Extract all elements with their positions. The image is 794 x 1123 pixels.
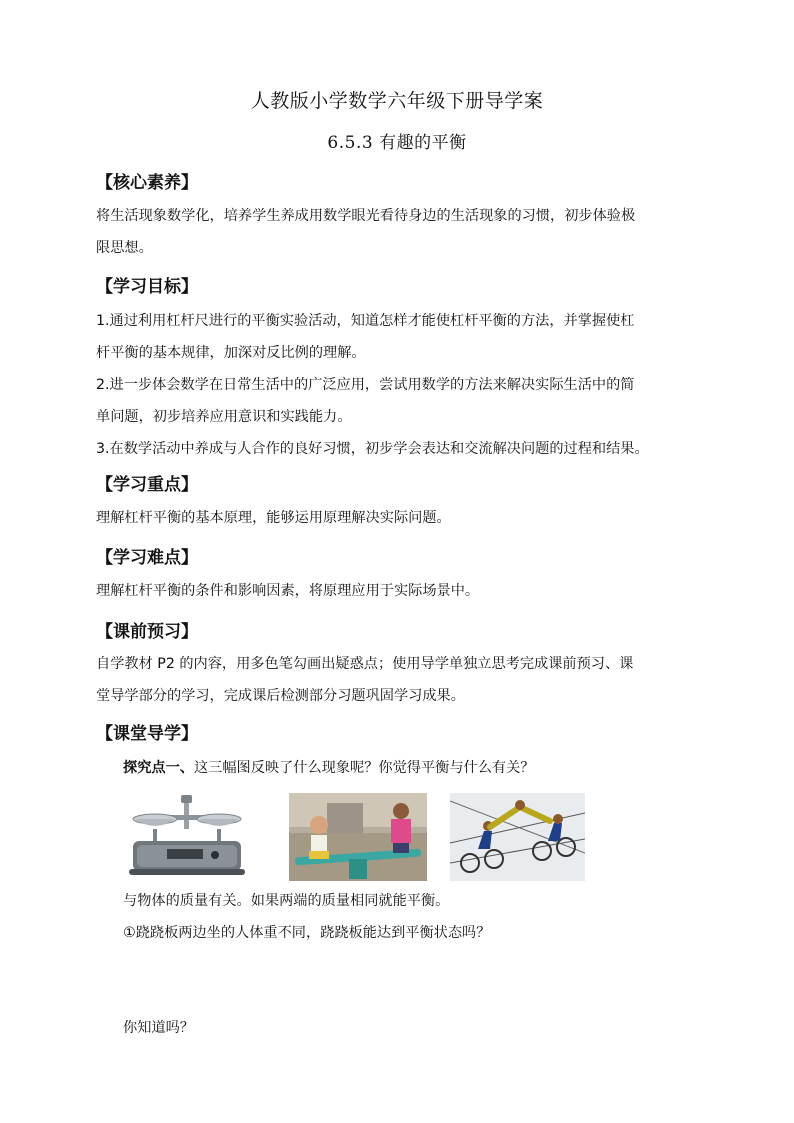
explore-question: 这三幅图反映了什么现象呢？你觉得平衡与什么有关？	[193, 760, 535, 776]
core-literacy-text	[96, 200, 708, 264]
text-line: 3.在数学活动中养成与人合作的良好习惯，初步学会表达和交流解决问题的过程和结果。	[96, 441, 649, 457]
difficulties-text	[96, 575, 708, 607]
text-line: 1.通过利用杠杆尺进行的平衡实验活动，知道怎样才能使杠杆平衡的方法，并掌握使杠	[96, 313, 635, 329]
text-line: 堂导学部分的学习，完成课后检测部分习题巩固学习成果。	[96, 688, 465, 704]
key-points-text	[96, 502, 708, 534]
learning-goals-text	[96, 305, 708, 465]
preview-text	[96, 648, 708, 712]
text-line: 单问题，初步培养应用意识和实践能力。	[96, 409, 352, 425]
balance-scale-image	[127, 793, 247, 881]
explore-label: 探究点一、	[123, 760, 194, 776]
text-line: 理解杠杆平衡的基本原理，能够运用原理解决实际问题。	[96, 510, 451, 526]
key-points-heading: 【学习重点】	[96, 475, 198, 495]
seesaw-photo	[289, 793, 427, 881]
answer-text: 与物体的质量有关。如果两端的质量相同就能平衡。	[123, 893, 450, 909]
learning-goals-heading: 【学习目标】	[96, 277, 198, 297]
explore-point-one	[123, 752, 735, 784]
text-line: 自学教材 P2 的内容，用多色笔勾画出疑惑点；使用导学单独立思考完成课前预习、课	[96, 656, 634, 672]
preview-heading: 【课前预习】	[96, 622, 198, 642]
question-one: ①跷跷板两边坐的人体重不同，跷跷板能达到平衡状态吗？	[123, 925, 491, 941]
text-line: 理解杠杆平衡的条件和影响因素，将原理应用于实际场景中。	[96, 583, 480, 599]
core-literacy-heading: 【核心素养】	[96, 173, 198, 193]
tightrope-bicycle-photo	[450, 793, 585, 881]
difficulties-heading: 【学习难点】	[96, 548, 198, 568]
text-line: 杆平衡的基本规律，加深对反比例的理解。	[96, 345, 366, 361]
text-line: 限思想。	[96, 240, 153, 256]
classroom-guide-heading: 【课堂导学】	[96, 724, 198, 744]
text-line: 将生活现象数学化，培养学生养成用数学眼光看待身边的生活现象的习惯，初步体验极	[96, 208, 636, 224]
lesson-subtitle: 6.5.3 有趣的平衡	[327, 133, 467, 153]
did-you-know: 你知道吗？	[123, 1020, 194, 1036]
document-title: 人教版小学数学六年级下册导学案	[250, 90, 544, 112]
text-line: 2.进一步体会数学在日常生活中的广泛应用，尝试用数学的方法来解决实际生活中的简	[96, 377, 635, 393]
